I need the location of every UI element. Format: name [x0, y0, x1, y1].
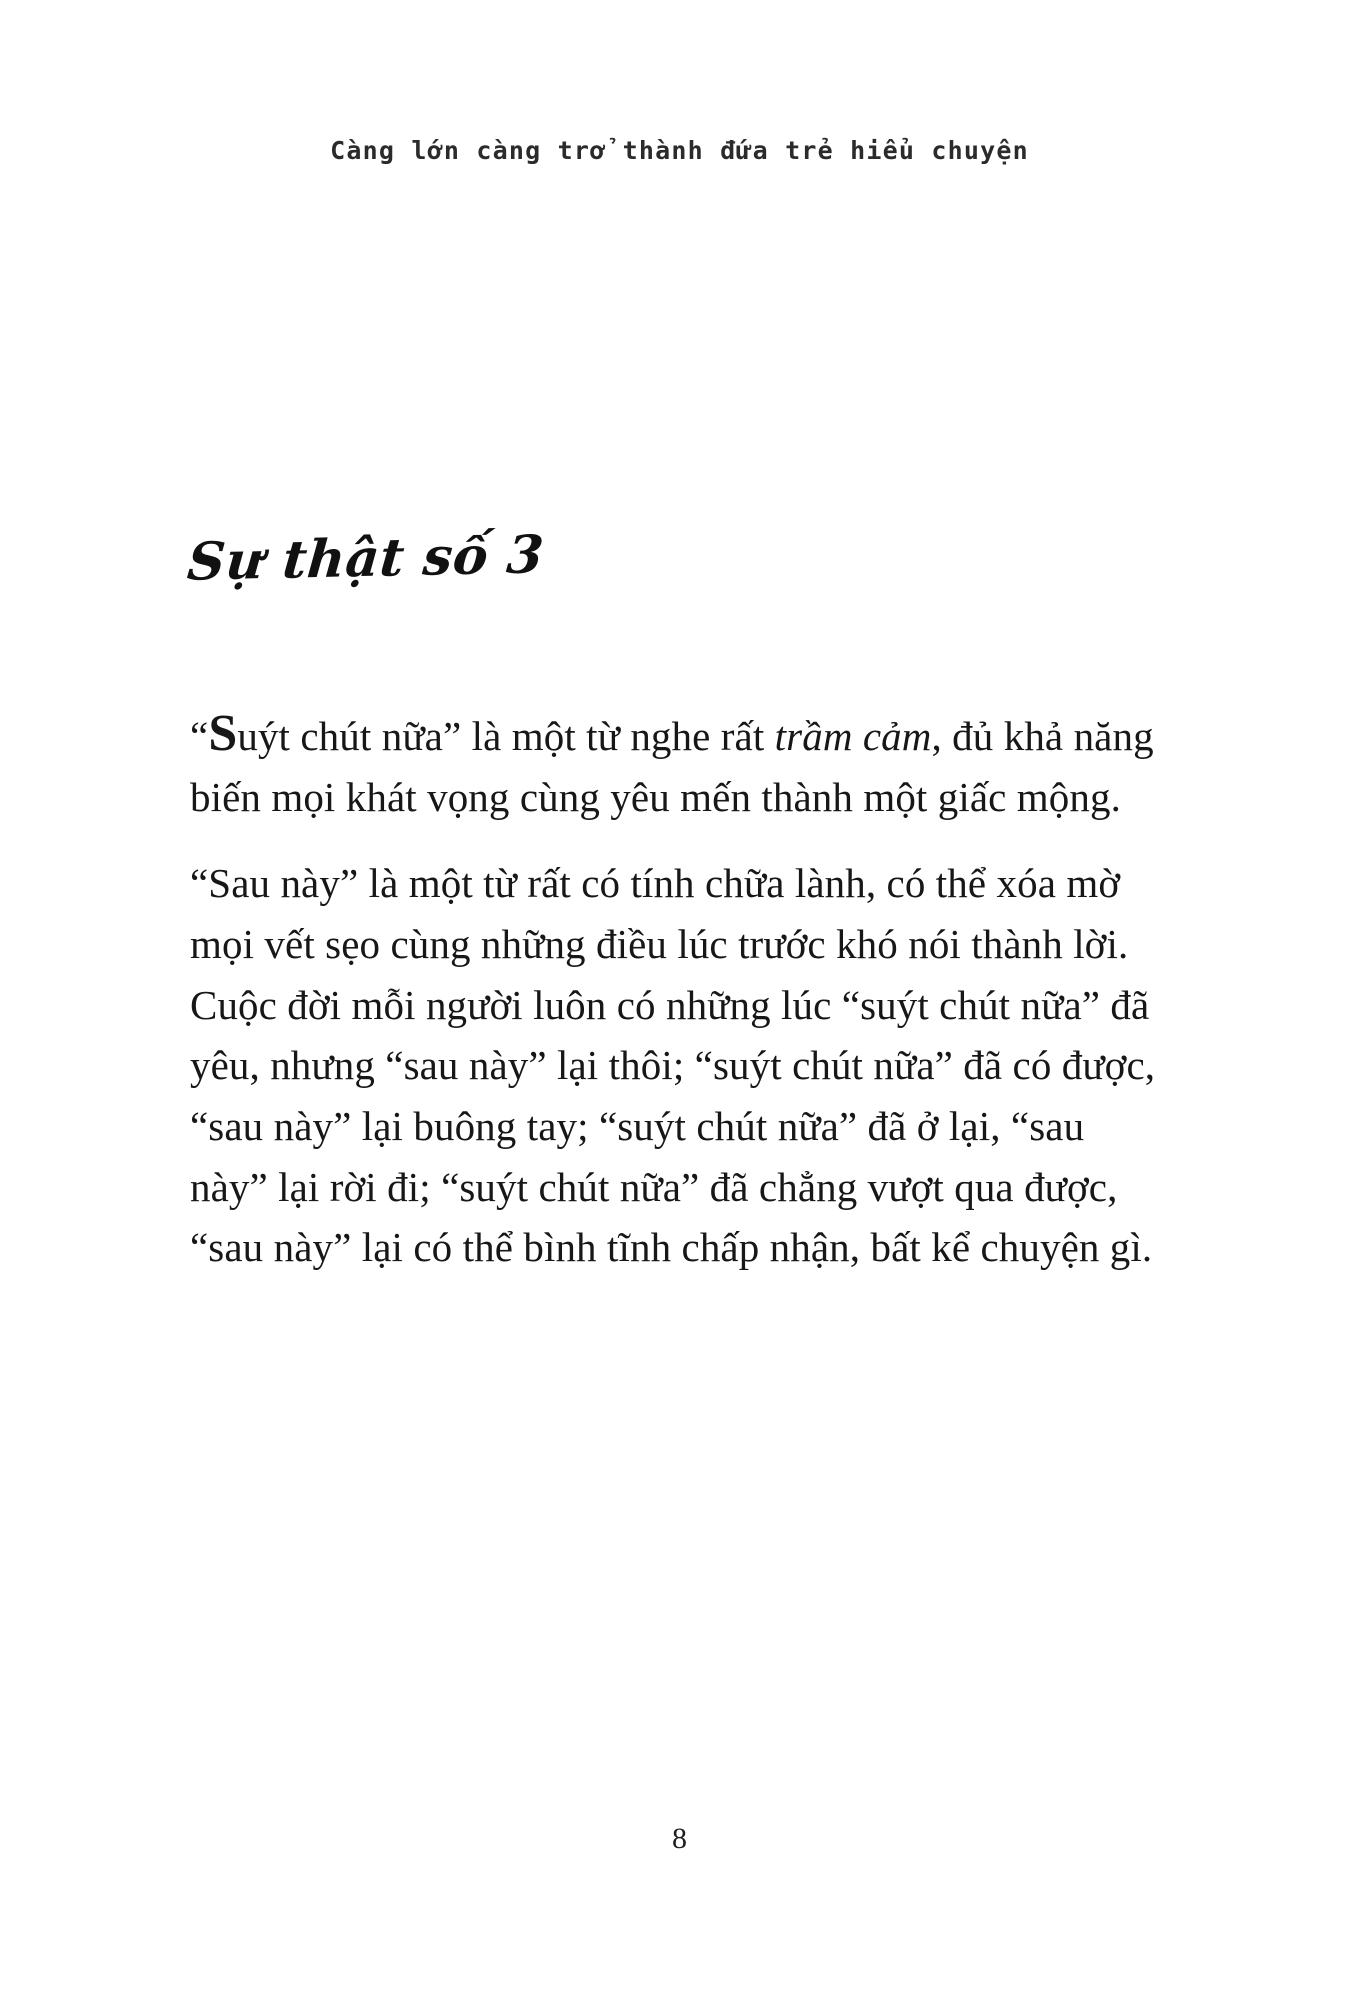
paragraph-lead [190, 706, 1165, 827]
drop-cap: S [208, 705, 238, 762]
body-text [190, 706, 1165, 1288]
lead-text-b: , đủ khả năng biến mọi khát vọng cùng yêu mến thành một giấc mộng. [190, 713, 1154, 820]
paragraph-second: “Sau này” là một từ rất có tính chữa lành, có thể xóa mờ mọi vết sẹo cùng những điều lúc trước khó nói thành lời. Cuộc đời mỗi người luôn có những lúc “suýt chút nữa” đã yêu, nhưng “sau này” lại thôi; “suýt chút nữa” đã có được, “sau này” lại buông tay; “suýt chút nữa” đã ở lại, “sau này” lại rời đi; “suýt chút nữa” đã chẳng vượt qua được, “sau này” lại có thể bình tĩnh chấp nhận, bất kể chuyện gì. [190, 860, 1156, 1271]
open-quote: “ [190, 713, 209, 759]
running-head: Càng lớn càng trở thành đứa trẻ hiểu chuyện [330, 136, 1029, 165]
lead-text-a: uýt chút nữa” là một từ nghe rất [237, 713, 775, 759]
lead-emphasis: trầm cảm [774, 713, 932, 759]
page-number: 8 [672, 1822, 687, 1855]
section-heading: Sự thật số 3 [185, 524, 547, 593]
